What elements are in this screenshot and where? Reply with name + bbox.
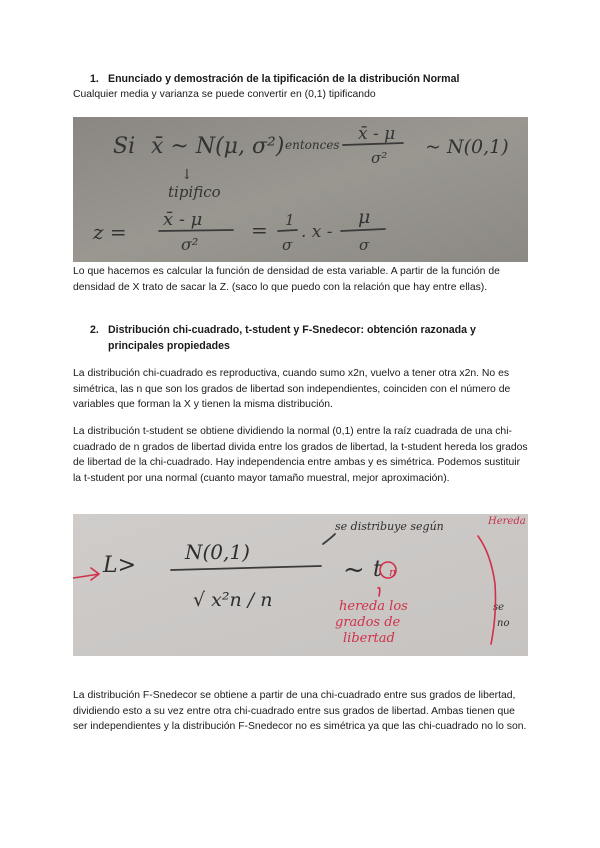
hw1-fraction-bar-3 <box>278 230 297 231</box>
hw1-x: . x - <box>301 222 333 242</box>
hw2-red-note-1: hereda los <box>339 599 408 614</box>
hw2-edge-top: Hereda <box>488 516 526 527</box>
hw2-arrow: L> <box>103 553 137 578</box>
section-2-heading <box>0 323 600 355</box>
section-1-number: 1. <box>90 73 99 85</box>
hw1-tipifico: tipifico <box>168 183 221 201</box>
hw2-num: N(0,1) <box>185 540 250 564</box>
hw2-red-note-2: grados de <box>335 615 401 630</box>
hw1-result: ~ N(0,1) <box>425 136 509 158</box>
hw1-frac-num: x̄ - μ <box>358 124 396 144</box>
hw1-sigma2: σ <box>359 236 370 254</box>
hw1-frac-den: σ² <box>371 149 388 167</box>
hw1-arrow: ↓ <box>181 167 193 183</box>
hw1-x-dist: x̄ ~ N(μ, σ²) <box>151 134 285 159</box>
hw1-si: Si <box>113 134 136 159</box>
chi-square-paragraph: La distribución chi-cuadrado es reproductiva, cuando sumo x2n, vuelvo a tener otra x2n. No es simétrica, las n que son los grados de libertad son independientes, coinciden con el número de variables que forman la X y tienen la misma distribución. <box>73 368 511 411</box>
hw2-edge-right-1: se <box>493 602 505 613</box>
section-1-title: Enunciado y demostración de la tipificación de la distribución Normal <box>108 73 460 85</box>
section-1-intro: Cualquier media y varianza se puede convertir en (0,1) tipificando <box>73 89 376 100</box>
hw1-num: x̄ - μ <box>163 209 203 230</box>
handwritten-photo-t-student <box>73 514 528 656</box>
section-2-number: 2. <box>90 324 99 336</box>
section-1-explanation: Lo que hacemos es calcular la función de densidad de esta variable. A partir de la función de densidad de X trato de sacar la Z. (saco lo que puedo con la relación que hay entre ellas). <box>73 266 500 293</box>
t-student-paragraph: La distribución t-student se obtiene dividiendo la normal (0,1) entre la raíz cuadrada de una chi-cuadrado de n grados de libertad divida entre los grados de libertad, la t-student hereda los grados de libertad de la chi-cuadrado. Hay independencia entre ambas y es simétrica. Podemos sustituir la t-student por una normal (cuanto mayor tamaño muestral, mejor aproximación). <box>73 426 528 484</box>
hw2-den: √ x²n / n <box>193 589 273 611</box>
hw1-mu: μ <box>358 206 371 228</box>
hw1-one: 1 <box>285 211 295 229</box>
hw2-t: t <box>373 557 382 582</box>
hw2-t-sub: n <box>389 566 397 579</box>
hw2-tilde: ~ <box>343 555 365 585</box>
hw2-edge-right-2: no <box>497 618 510 629</box>
hw1-den: σ² <box>181 235 199 254</box>
section-2-title: Distribución chi-cuadrado, t-student y F-Snedecor: obtención razonada y principales propiedades <box>108 324 476 352</box>
hw1-fraction-bar-2 <box>159 230 233 231</box>
hw1-z: z = <box>93 220 127 244</box>
hw2-note-top: se distribuye según <box>335 520 444 533</box>
hw1-sigma: σ <box>282 236 293 254</box>
f-snedecor-paragraph: La distribución F-Snedecor se obtiene a partir de una chi-cuadrado entre sus grados de libertad, dividiendo esto a su vez entre otra chi-cuadrado entre sus grados de libertad. Ambas tienen que ser independientes y la distribución F-Snedecor no es simétrica ya que las chi-cuadrado no lo son. <box>73 690 527 733</box>
hw1-eq: = <box>251 218 268 242</box>
handwritten-photo-normal <box>73 117 528 262</box>
hw2-red-note-3: libertad <box>343 631 395 646</box>
hw1-entonces: entonces <box>285 138 340 152</box>
